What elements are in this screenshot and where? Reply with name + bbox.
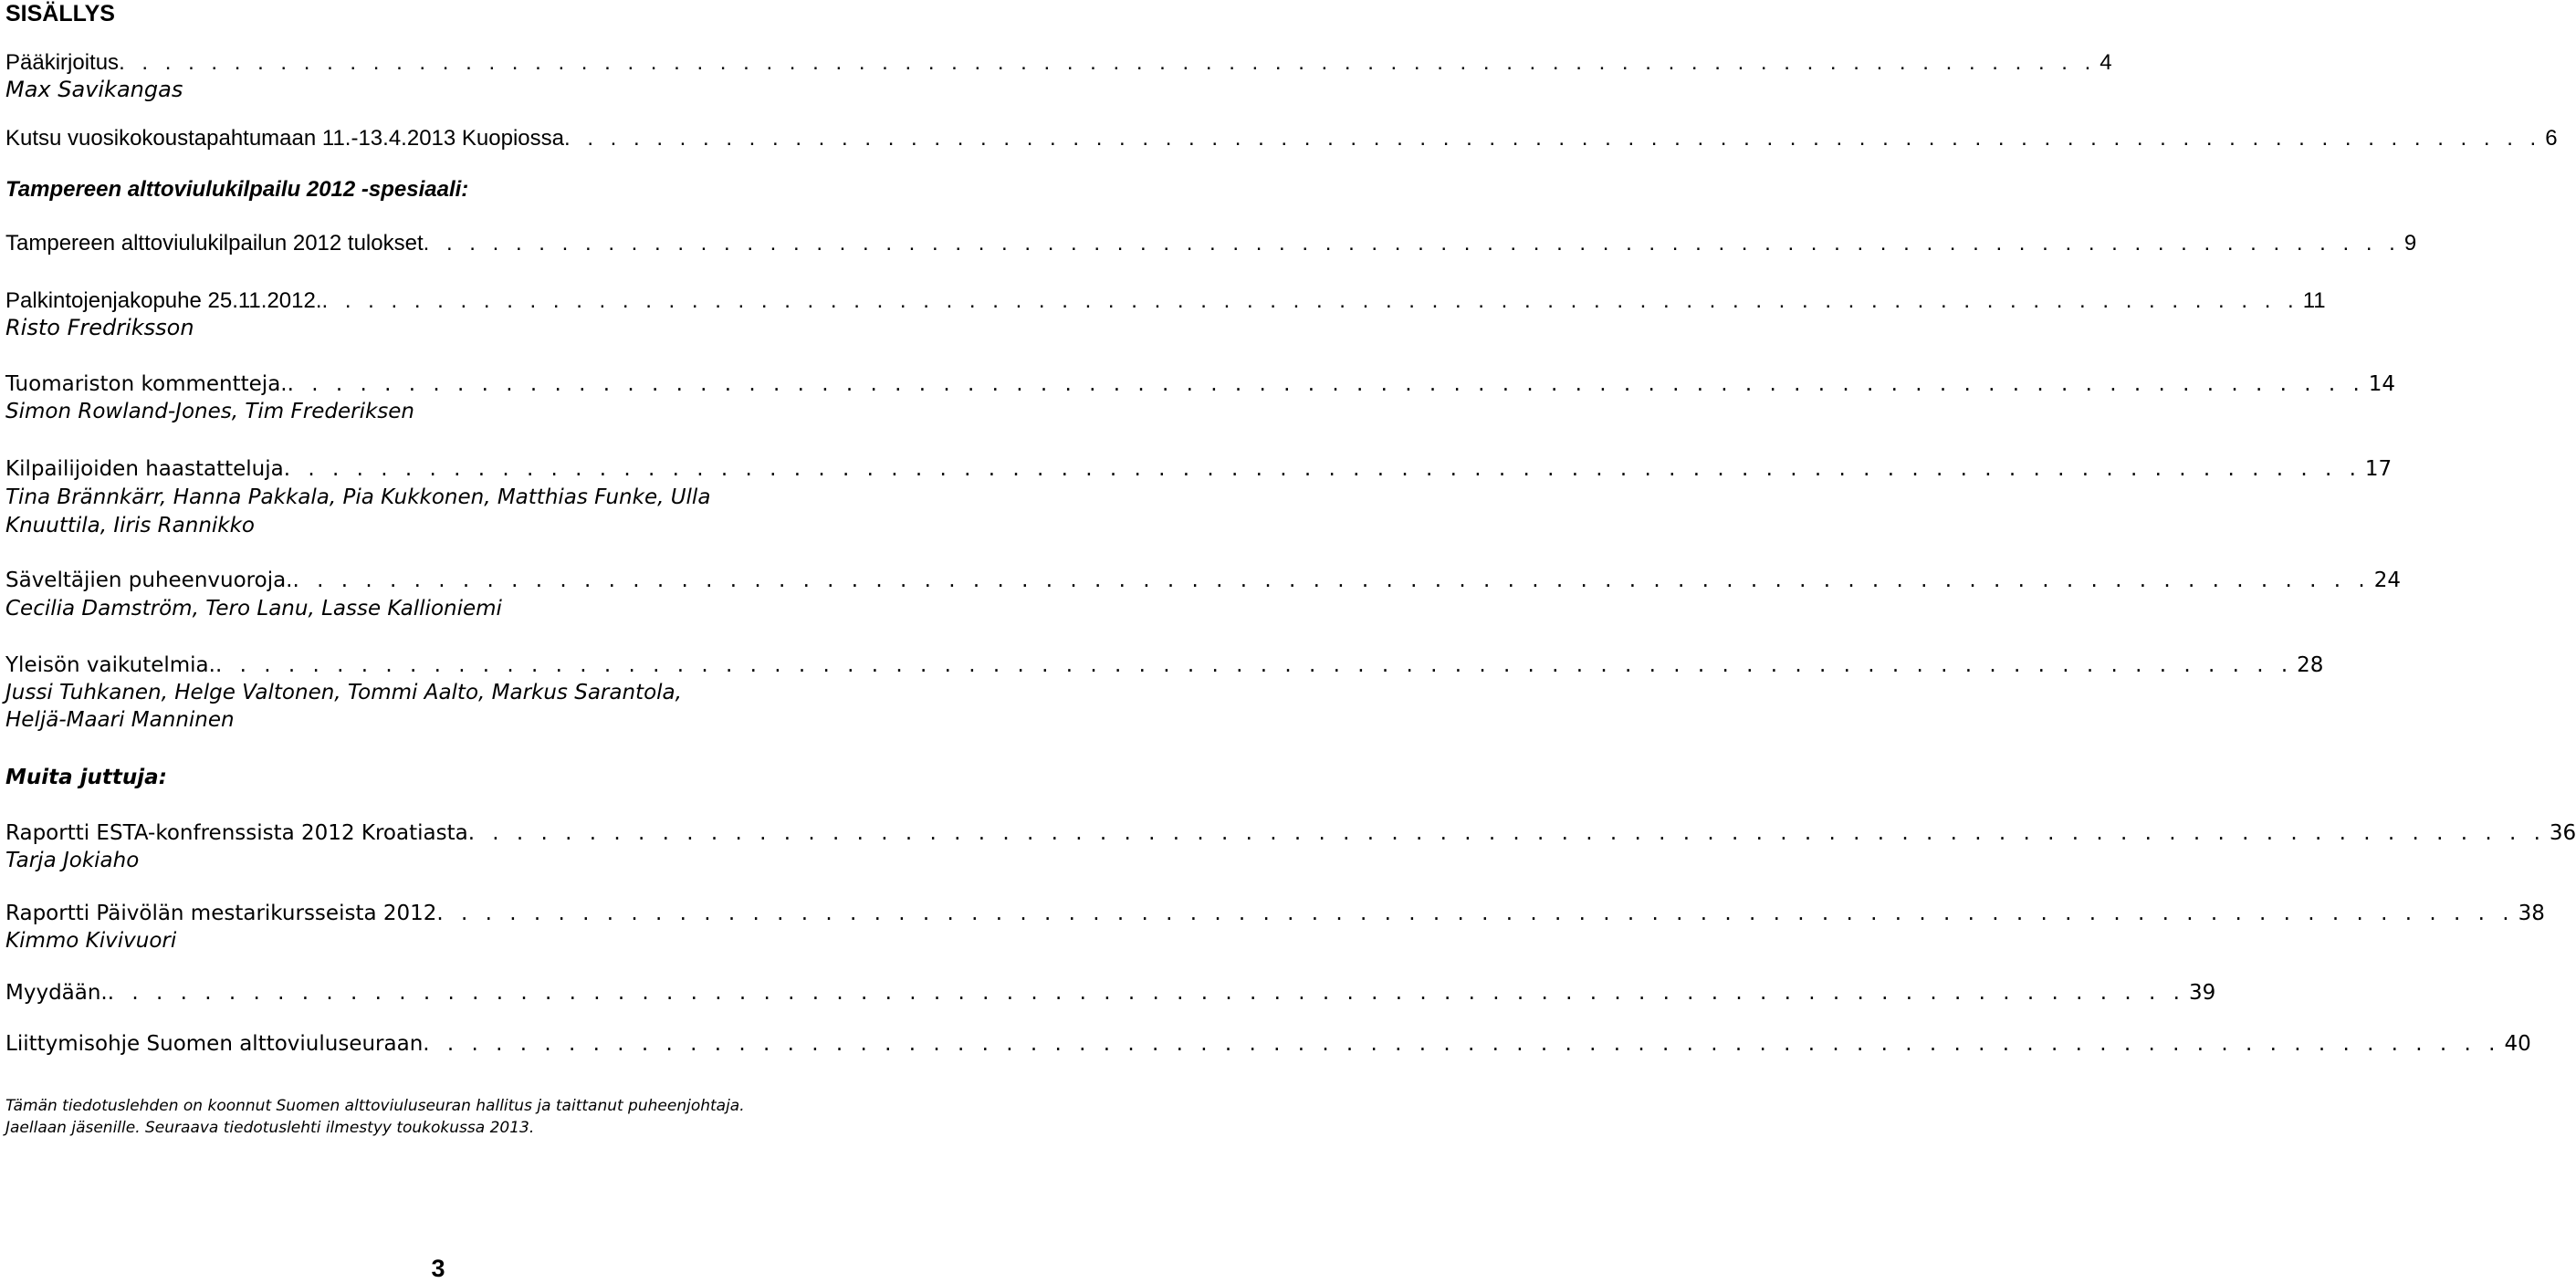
toc-entry (5, 821, 2576, 845)
dot-leader: . . . . . . . . . . . . . . . . . . . . . . . . . . . . . . . . . . . . . . . . . . . . . . . . . . . . . . . . . . . . . . . . . . . . . . . . . . . . . . . . . . . . . . (119, 50, 2097, 75)
dot-leader: . . . . . . . . . . . . . . . . . . . . . . . . . . . . . . . . . . . . . . . . . . . . . . . . . . . . . . . . . . . . . . . . . . . . . . . . . . . . . . . . . . . . . . (467, 821, 2546, 845)
toc-entry (5, 457, 2393, 481)
toc-entry-page: 17 (2364, 457, 2393, 481)
toc-entry-page: 14 (2368, 372, 2396, 396)
toc-entry-title: Tuomariston kommentteja. (5, 372, 288, 396)
dot-leader: . . . . . . . . . . . . . . . . . . . . . . . . . . . . . . . . . . . . . . . . . . . . . . . . . . . . . . . . . . . . . . . . . . . . . . . . . . . . . . . . . . . . . . (107, 981, 2185, 1005)
toc-entry-title: Palkintojenjakopuhe 25.11.2012. (5, 288, 322, 313)
dot-leader: . . . . . . . . . . . . . . . . . . . . . . . . . . . . . . . . . . . . . . . . . . . . . . . . . . . . . . . . . . . . . . . . . . . . . . . . . . . . . . . . . . . . . . (287, 372, 2365, 396)
toc-entry (5, 50, 2112, 76)
toc-entry-author: Risto Fredriksson (5, 315, 194, 340)
toc-entry-author: Tarja Jokiaho (5, 849, 140, 872)
toc-entry (5, 126, 2558, 151)
toc-entry-page: 40 (2504, 1032, 2531, 1056)
toc-entry (5, 902, 2545, 925)
toc-entry-author: Kimmo Kivivuori (5, 929, 177, 953)
toc-entry-page: 9 (2403, 231, 2417, 256)
dot-leader: . . . . . . . . . . . . . . . . . . . . . . . . . . . . . . . . . . . . . . . . . . . . . . . . . . . . . . . . . . . . . . . . . . . . . . . . . . . . . . . . . . . . . . (292, 568, 2371, 592)
dot-leader: . . . . . . . . . . . . . . . . . . . . . . . . . . . . . . . . . . . . . . . . . . . . . . . . . . . . . . . . . . . . . . . . . . . . . . . . . . . . . . . . . . . . . . (215, 653, 2294, 677)
toc-entry-author-line: Jussi Tuhkanen, Helge Valtonen, Tommi Aalto, Markus Sarantola, (5, 681, 682, 704)
toc-entry-title: Yleisön vaikutelmia. (5, 653, 215, 677)
toc-entry-page: 6 (2545, 126, 2558, 151)
toc-entry-title: Liittymisohje Suomen alttoviuluseuraan (5, 1032, 424, 1056)
toc-entry-page: 24 (2373, 568, 2401, 592)
toc-entry-title: Kutsu vuosikokoustapahtumaan 11.-13.4.2013 Kuopiossa (5, 126, 564, 151)
footnote-line: Jaellaan jäsenille. Seuraava tiedotuslehti ilmestyy toukokussa 2013. (5, 1119, 535, 1137)
toc-entry-page: 39 (2188, 981, 2216, 1005)
toc-entry (5, 568, 2401, 592)
toc-entry-title: Raportti ESTA-konfrenssista 2012 Kroatiasta (5, 821, 468, 845)
toc-entry-title: Säveltäjien puheenvuoroja. (5, 568, 293, 592)
dot-leader: . . . . . . . . . . . . . . . . . . . . . . . . . . . . . . . . . . . . . . . . . . . . . . . . . . . . . . . . . . . . . . . . . . . . . . . . . . . . . . . . . . . . . . (423, 231, 2401, 256)
toc-entry-title: Myydään. (5, 981, 108, 1005)
toc-entry (5, 231, 2417, 256)
dot-leader: . . . . . . . . . . . . . . . . . . . . . . . . . . . . . . . . . . . . . . . . . . . . . . . . . . . . . . . . . . . . . . . . . . . . . . . . . . . . . . . . . . . . . . (563, 126, 2542, 151)
toc-entry-author-line: Tina Brännkärr, Hanna Pakkala, Pia Kukkonen, Matthias Funke, Ulla (5, 485, 711, 509)
toc-entry-page: 11 (2302, 288, 2326, 313)
toc-entry-author-line: Knuuttila, Iiris Rannikko (5, 514, 255, 537)
toc-entry (5, 981, 2216, 1005)
section-heading: Tampereen alttoviulukilpailu 2012 -spesiaali: (5, 177, 469, 202)
toc-heading: SISÄLLYS (5, 1, 115, 26)
toc-entry-page: 4 (2100, 50, 2112, 75)
toc-entry-title: Kilpailijoiden haastatteluja (5, 457, 284, 481)
toc-entry (5, 288, 2326, 314)
toc-entry-page: 36 (2549, 821, 2576, 845)
toc-entry (5, 653, 2324, 677)
toc-entry-author: Simon Rowland-Jones, Tim Frederiksen (5, 400, 414, 423)
toc-entry-author: Cecilia Damström, Tero Lanu, Lasse Kallioniemi (5, 597, 502, 621)
toc-entry (5, 1032, 2531, 1056)
section-heading: Muita juttuja: (5, 766, 167, 789)
dot-leader: . . . . . . . . . . . . . . . . . . . . . . . . . . . . . . . . . . . . . . . . . . . . . . . . . . . . . . . . . . . . . . . . . . . . . . . . . . . . . . . . . . . . . . (423, 1032, 2501, 1056)
dot-leader: . . . . . . . . . . . . . . . . . . . . . . . . . . . . . . . . . . . . . . . . . . . . . . . . . . . . . . . . . . . . . . . . . . . . . . . . . . . . . . . . . . . . . . (436, 902, 2515, 925)
dot-leader: . . . . . . . . . . . . . . . . . . . . . . . . . . . . . . . . . . . . . . . . . . . . . . . . . . . . . . . . . . . . . . . . . . . . . . . . . . . . . . . . . . . . . . (283, 457, 2361, 481)
toc-entry-page: 28 (2297, 653, 2324, 677)
toc-entry-title: Pääkirjoitus (5, 50, 120, 75)
toc-entry-page: 38 (2518, 902, 2545, 925)
toc-entry (5, 372, 2396, 396)
toc-entry-author-line: Heljä-Maari Manninen (5, 708, 235, 732)
toc-entry-title: Raportti Päivölän mestarikursseista 2012 (5, 902, 437, 925)
page-number: 3 (431, 1255, 445, 1282)
footnote-line: Tämän tiedotuslehden on koonnut Suomen alttoviuluseuran hallitus ja taittanut puheenjohtaja. (5, 1097, 745, 1115)
toc-entry-author: Max Savikangas (5, 77, 183, 102)
toc-entry-title: Tampereen alttoviulukilpailun 2012 tulokset (5, 231, 424, 256)
footnote (5, 1095, 873, 1139)
dot-leader: . . . . . . . . . . . . . . . . . . . . . . . . . . . . . . . . . . . . . . . . . . . . . . . . . . . . . . . . . . . . . . . . . . . . . . . . . . . . . . . . . . . . . . (321, 288, 2299, 313)
